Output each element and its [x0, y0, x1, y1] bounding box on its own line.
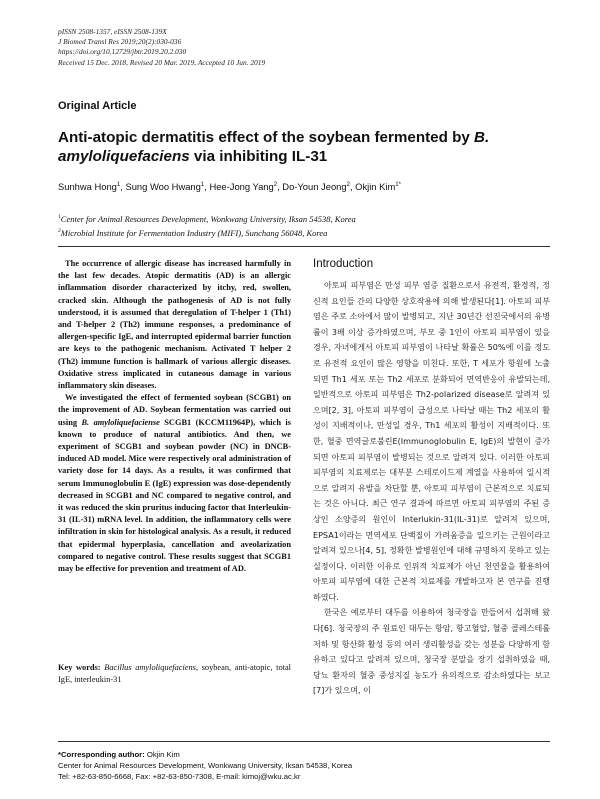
title-part1: Anti-atopic dermatitis effect of the soybean fermented by [58, 129, 475, 146]
introduction-body [313, 278, 550, 699]
corresponding-contact: Tel: +82-63-850-6668, Fax: +82-63-850-7308, E-mail: kimoj@wku.ac.kr [58, 772, 301, 781]
keywords-rest: , soybean, anti-atopic, total IgE, interleukin-31 [58, 663, 291, 685]
author-name: Okjin Kim [355, 181, 396, 192]
affiliation-text: Microbial Institute for Fermentation Industry (MIFI), Sunchang 56048, Korea [60, 228, 328, 239]
affiliation [58, 225, 558, 239]
affiliation-text: Center for Animal Resources Development, Wonkwang University, Iksan 54538, Korea [60, 213, 356, 224]
author-name: Sunhwa Hong [58, 181, 117, 192]
corresponding-name: Okjin Kim [146, 750, 180, 759]
author-affil-marker: 1 [200, 181, 205, 188]
corresponding-address: Center for Animal Resources Development, Wonkwang University, Iksan 54538, Korea [58, 761, 353, 770]
keywords [58, 662, 291, 686]
corresponding-author-line [58, 749, 558, 760]
abstract-paragraph: The occurrence of allergic disease has increased harmfully in the last few decades. Atopic dermatitis (AD) is an allergic inflammation disorder characterized by itchy, red, swollen, cracked skin. Although the pathogenesis of AD is not fully understood, it is assumed that deregulation of T-helper 1 (Th1) and T-helper 2 (Th2) immune responses, a predominance of allergen-specific IgE, and interrupted epidermal barrier function are keys to the pathogenic mechanism. Activated T helper 2 (Th2) immune function is hallmark of various allergic diseases. Oxidative stress implicated in cutaneous damage in various inflammatory skin diseases. [58, 259, 291, 391]
abstract-paragraph [58, 392, 291, 575]
correspondence [58, 749, 558, 782]
article-title [58, 128, 558, 166]
abstract-text: We investigated the effect of fermented soybean (SCGB1) on the improvement of AD. Soybean fermentation was carried out using [58, 393, 291, 427]
abstract-text: SCGB1 (KCCM11964P), which is known to produce of natural antibiotics. And then, we experiment of SCGB1 and soybean powder (NC) in DNCB-induced AD model. Mice were respectively oral administration of variety dose for 14 days. As a results, it was confirmed that serum Immunoglobulin E (IgE) expression was dose-dependently decreased in SCGB1 and NC compared to negative control, and it was reduced the skin pruritus inducing factor that Interleukin-31 (IL-31) mRNA level. In addition, the inflammatory cells were infiltration in skin for histological analysis. As a result, it reduced that epidermal hyperplasia, cancellation and aveolarization compared to negative control. These results suggest that SCGB1 may be effective for prevention and treatment of AD. [58, 417, 291, 574]
abstract-species: B. amyloliquefaciense [81, 417, 160, 427]
history-dates: Received 15 Dec. 2018, Revised 20 Mar. 2019, Accepted 10 Jun. 2019 [58, 57, 266, 67]
issn-line: pISSN 2508-1357, eISSN 2508-139X [58, 27, 167, 36]
footer-divider [58, 741, 550, 742]
keywords-label: Key words: [58, 663, 101, 672]
affiliations [58, 211, 558, 240]
doi-link[interactable]: https://doi.org/10.12729/jbtr.2019.20.2.030 [58, 47, 187, 57]
keyword-species: Bacillus amyloliquefaciens [104, 663, 196, 672]
affiliation-marker: 1 [58, 214, 61, 220]
article-type: Original Article [58, 100, 137, 112]
author-name: Sung Woo Hwang [125, 181, 201, 192]
introduction-heading: Introduction [313, 258, 374, 270]
affiliation [58, 211, 558, 225]
header-divider [58, 246, 550, 247]
author-affil-marker: 2 [346, 181, 350, 188]
journal-citation: J Biomed Transl Res 2019;20(2):030-036 [58, 37, 182, 47]
author-list: Sunhwa Hong$^1$, Sung Woo Hwang$^1$, Hee-Jong Yang$^2$, Do-Youn Jeong$^2$, Okjin Kim$^{1*}$ [58, 181, 401, 192]
author-name: Do-Youn Jeong [282, 181, 347, 192]
title-part2: via inhibiting IL-31 [189, 148, 328, 165]
author-affil-marker: 1* [395, 181, 401, 188]
introduction-paragraph: 아토피 피부염은 만성 피부 염증 질환으로서 유전적, 환경적, 정신적 요인들 간의 다양한 상호작용에 의해 발생된다[1]. 아토피 피부염은 주로 소아에서 많이 발병되고, 지난 30년간 선진국에서의 유병률이 3배 이상 증가하였으며, 부모 중 1인이 아토피 피부염이 있을 경우, 자녀에게서 아토피 피부염이 나타날 확률은 50%에 이를 정도로 유전적 요인이 많은 영향을 미친다. 또한, T 세포가 항원에 노출되면 Th1 세포 또는 Th2 세포로 분화되어 면역반응이 유발되는데, 일반적으로 아토피 피부염은 Th2-polarized disease로 알려져 있으며[2, 3], 아토피 피부염이 급성으로 나타날 때는 Th2 세포의 활성이 지배적이나, 만성일 경우, Th1 세포의 활성이 지배적이다. 또한, 혈중 면역글로불린E(Immunoglobulin E, IgE)의 발현이 증가되면 아토피 피부염이 발병되는 것으로 알려져 있다. 이러한 아토피 피부염의 치료제로는 대부분 스테로이드제 계열을 사용하여 일시적으로 알려지 유발을 차단할 뿐, 아토피 피부염이 근본적으로 치료되는 것은 아니다. 최근 연구 결과에 따르면 아토피 피부염의 주된 증상인 소양증의 원인이 Interlukin-31(IL-31)로 알려져 있으며, EPSA1이라는 면역세포 단백질이 가려움증을 일으키는 근원이라고 알려져 있으나[4, 5], 정확한 발병원인에 대해 규명하지 못하고 있는 실정이다. 이러한 이유로 인위적 치료제가 아닌 천연물을 활용하여 아토피 피부염에 대한 근본적 치료제를 개발하고자 본 연구를 진행하였다. [313, 281, 550, 602]
affiliation-marker: 2 [58, 228, 61, 235]
introduction-paragraph: 한국은 예로부터 대두를 이용하여 청국장을 만들어서 섭취해 왔다[6]. 청국장의 주 원료인 대두는 항암, 항고혈압, 혈중 콜레스테롤 저하 및 항산화 활성 등의 여러 생리활성을 갖는 성분을 다양하게 함유하고 있다고 알려져 있으며, 청국장 분말을 장기 섭취하였을 때, 당뇨 환자의 혈중 중성지질 농도가 유의적으로 감소하였다는 보고[7]가 있으며, 이 [313, 608, 550, 696]
abstract [58, 258, 291, 575]
title-species: B. amyloliquefaciens [58, 129, 490, 165]
author-affil-marker: 2 [273, 181, 278, 188]
journal-meta [58, 27, 265, 68]
corresponding-label: *Corresponding author: [58, 750, 145, 759]
author-affil-marker: 1 [116, 181, 121, 188]
author-name: Hee-Jong Yang [209, 181, 274, 192]
